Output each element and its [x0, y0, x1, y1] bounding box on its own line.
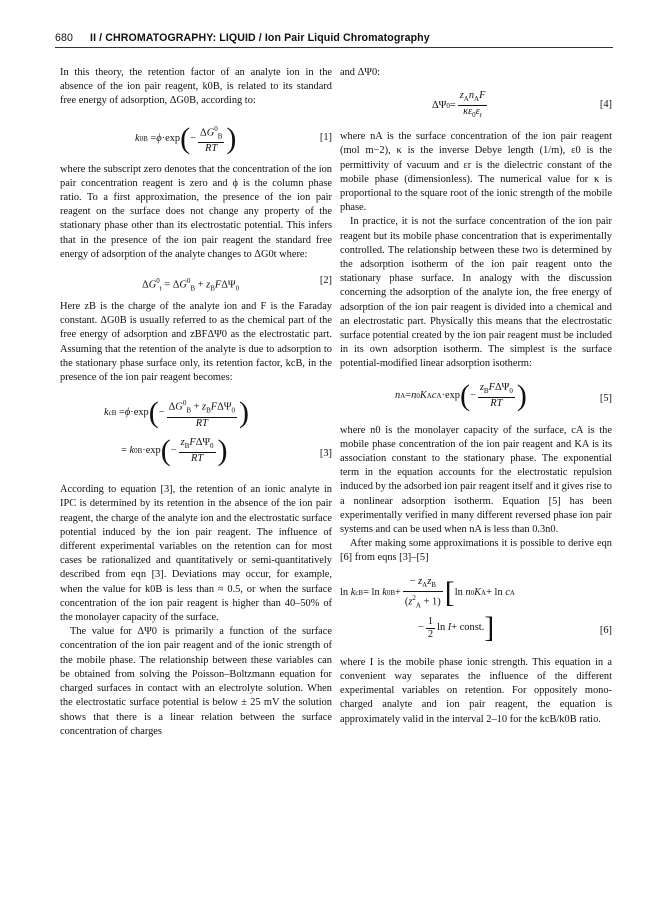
paragraph: According to equation [3], the retention of an ionic analyte in IPC is determined by its retention in the absence of the ion pair reagent, the charge of the analyte ion and the electrostatic surface potential induced by the ion pair reagent. The influence of different experimental variables on the retention can for most cases be rationalized and quantitatively or semi-quantitatively described from eqn [3]. Deviations may occur, for example, when the value for k0B is less than ≈ 0.5, or when the surface concentration of the ion pair reagent is higher than 40–50% of the monolayer capacity of the surface. [60, 484, 332, 624]
equation-3: k cB = ϕ ·exp ( − $\frac{\Delta G^0_B + z_BF\Delta\Psi_0}{RT}$ ) = k 0B ·exp ( − $\frac{z_BF\Delta\Psi_0}{RT}$ ) [3] [104, 396, 332, 468]
paragraph: After making some approximations it is possible to derive eqn [6] from eqns [3]–[5] [340, 538, 612, 564]
running-header [55, 32, 613, 44]
equation-number: [5] [599, 392, 612, 404]
equation-1: k 0B = ϕ ·exp ( − $\frac{\Delta G^0_B}{RT}$ ) [1] [135, 121, 332, 155]
left-column [60, 66, 332, 739]
running-title: II / CHROMATOGRAPHY: LIQUID / Ion Pair Liquid Chromatography [90, 32, 430, 44]
equation-4: ΔΨ 0 = $\frac{z_An_AF}{\kappa\varepsilon_0\varepsilon_r}$ [4] [432, 90, 612, 120]
equation-6: ln k cB = ln k 0B + $\frac{- z_Az_B}{(z^2_A + 1)}$ [ ln n 0 K A + ln c A − $\frac{1}{2}$ ln I + const. ] [6] [340, 575, 612, 645]
equation-number: [4] [599, 99, 612, 111]
paragraph: In practice, it is not the surface concentration of the ion pair reagent but its mobile phase concentration that is experimentally controlled. The relationship between these two is determined by the adsorption isotherm of the ion pair reagent onto the stationary phase surface. In analogy with the discussion concerning the adsorption of the analyte ion, the free energy of adsorption of the ion pair reagent is divided into a chemical and an electrostatic part. Physically this means that the electrostatic surface potential created by the ion pair reagent must be included in its own adsorption isotherm. The simplest is the surface potential-modified linear adsorption isotherm: [340, 216, 612, 370]
page-number: 680 [55, 32, 73, 44]
paragraph: The value for ΔΨ0 is primarily a function of the surface concentration of the ion pair reagent and of the ionic strength of the mobile phase. The relationship between these variables can be obtained from solving the Poisson–Boltzmann equation for charged surfaces in contact with an electrolyte solution. When the electrostatic surface potential is below ± 25 mV the solution shows that there is a linear relation between the surface concentration of charges [60, 626, 332, 737]
paragraph: where n0 is the monolayer capacity of the surface, cA is the mobile phase concentration of the ion pair reagent and KA is its association constant to the stationary phase. The exponential term in the equation accounts for the electrostatic repulsion induced by the adsorbed ion pair reagent itself and it gives rise to a nonlinear adsorption isotherm. Equation [5] has been experimentally verified in many different reversed phase ion pair systems and can be used when nA is less than 0.3n0. [340, 424, 612, 536]
paragraph: In this theory, the retention factor of an analyte ion in the absence of the ion pair reagent, k0B, is related to its standard free energy of adsorption, ΔG0B, according to: [60, 67, 332, 107]
equation-number: [1] [319, 131, 332, 143]
equation-2: $\Delta G^0_t = \Delta G^0_B + z_BF\Delta\Psi_0$ [2] [142, 275, 332, 293]
paragraph: where I is the mobile phase ionic strength. This equation in a convenient way separates the influence of the different experimental variables on retention. For oppositely mono-charged analyte and ion pair reagent, the equation is approximately valid in the interval 2–10 for the kcB/k0B ratio. [340, 656, 612, 725]
paragraph: Here zB is the charge of the analyte ion and F is the Faraday constant. ΔG0B is usually referred to as the chemical part of the free energy of adsorption and zBFΔΨ0 as the electrostatic part. Assuming that the retention of the analyte is due to adsorption to the stationary phase surface only, its retention factor, kcB, in the presence of the ion pair reagent becomes: [60, 301, 332, 384]
equation-number: [3] [319, 448, 332, 460]
header-rule [55, 47, 613, 48]
paragraph: and ΔΨ0: [340, 67, 381, 78]
equation-number: [6] [599, 624, 612, 636]
equation-5: n A = n 0 K A c A ·exp ( − $\frac{z_BF\Delta\Psi_0}{RT}$ ) [5] [395, 378, 612, 412]
paragraph: where the subscript zero denotes that the concentration of the ion pair concentration reagent is zero and ϕ is the column phase ratio. To a first approximation, the presence of the ion pair reagent on the surface does not change any property of the stationary phase other than its electrostatic potential. This infers that in the presence of the ion pair reagent the standard free energy of adsorption of the analyte changes to ΔG0t where: [60, 163, 332, 260]
paragraph: where nA is the surface concentration of the ion pair reagent (mol m−2), κ is the inverse Debye length (1/m), ε0 is the permittivity of vacuum and εr is the dielectric constant of the mobile phase (dimensionless). The numerical value for κ is proportional to the square root of the ionic strength of the mobile phase. [340, 131, 612, 214]
equation-number: [2] [319, 275, 332, 287]
right-column [340, 66, 612, 727]
